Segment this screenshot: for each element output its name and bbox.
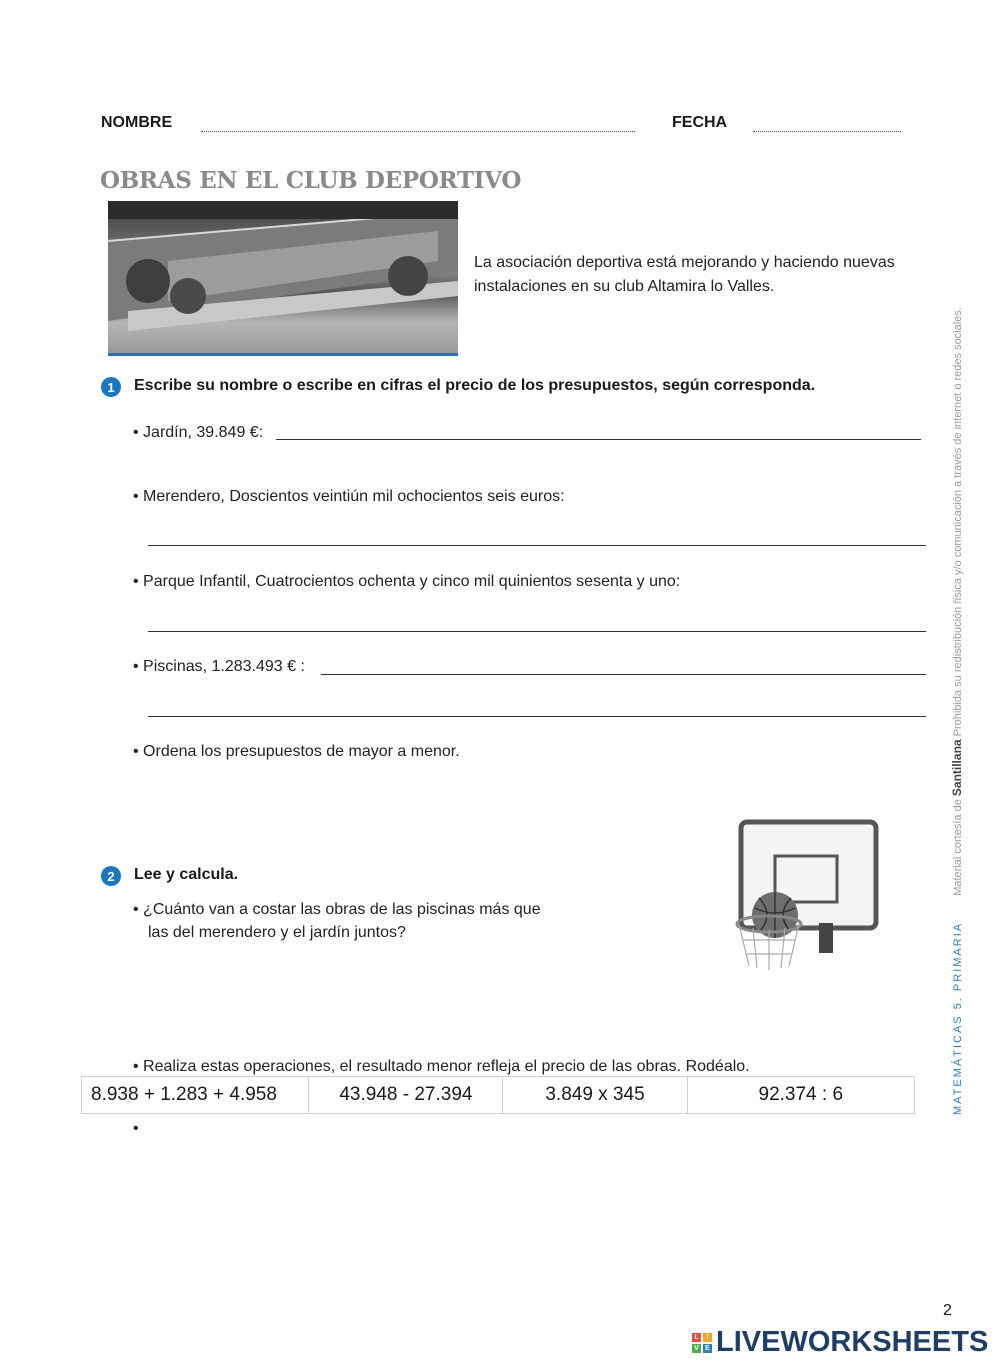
answer-line-jardin[interactable]	[276, 439, 921, 440]
question-1-title: Escribe su nombre o escribe en cifras el precio de los presupuestos, según corresponda.	[134, 377, 816, 394]
answer-line-merendero[interactable]	[148, 545, 926, 546]
operation-cell-division[interactable]: 92.374 : 6	[687, 1077, 914, 1114]
liveworksheets-logo[interactable]	[692, 1326, 988, 1359]
basketball-hoop-icon	[733, 818, 883, 973]
answer-line-piscinas-2[interactable]	[148, 716, 926, 717]
name-field[interactable]	[201, 131, 635, 132]
name-label: NOMBRE	[101, 114, 173, 131]
answer-line-piscinas-1[interactable]	[321, 674, 926, 675]
side-vertical-text	[950, 307, 964, 1115]
intro-line-2: instalaciones en su club Altamira lo Valles.	[474, 278, 775, 295]
page-title: OBRAS EN EL CLUB DEPORTIVO	[100, 167, 522, 194]
date-field[interactable]	[753, 131, 901, 132]
q1-item-parque: • Parque Infantil, Cuatrocientos ochenta y cinco mil quinientos sesenta y uno:	[133, 573, 681, 590]
question-2-badge: 2	[101, 866, 121, 886]
question-2-title: Lee y calcula.	[134, 866, 239, 883]
q2-question-line-1: • ¿Cuánto van a costar las obras de las piscinas más que	[133, 901, 541, 918]
operations-row	[82, 1077, 915, 1114]
operation-cell-sum[interactable]: 8.938 + 1.283 + 4.958	[82, 1077, 309, 1114]
q1-item-jardin: • Jardín, 39.849 €:	[133, 424, 264, 441]
operation-cell-multiplication[interactable]: 3.849 x 345	[503, 1077, 687, 1114]
intro-line-1: La asociación deportiva está mejorando y haciendo nuevas	[474, 254, 895, 271]
page-number: 2	[943, 1302, 952, 1319]
logo-text: LIVEWORKSHEETS	[716, 1326, 989, 1358]
date-label: FECHA	[672, 114, 728, 131]
q1-item-piscinas: • Piscinas, 1.283.493 € :	[133, 658, 305, 675]
extra-bullet: •	[133, 1120, 139, 1137]
operations-table	[81, 1076, 915, 1114]
question-1-badge: 1	[101, 377, 121, 397]
club-photo-illustration	[108, 201, 458, 353]
q1-item-ordena: • Ordena los presupuestos de mayor a menor.	[133, 743, 460, 760]
q2-operations-prompt: • Realiza estas operaciones, el resultado menor refleja el precio de las obras. Rodéalo.	[133, 1058, 750, 1075]
notice-prefix: Material cortesía de	[952, 799, 964, 896]
notice-suffix: Prohibida su redistribución física y/o comunicación a través de internet o redes sociales.	[952, 307, 964, 737]
series-label: MATEMÁTICAS 5. PRIMARIA	[952, 921, 964, 1115]
q2-question-line-2: las del merendero y el jardín juntos?	[148, 924, 406, 941]
operation-cell-subtraction[interactable]: 43.948 - 27.394	[309, 1077, 503, 1114]
logo-mark-icon: L I V E	[692, 1333, 712, 1353]
club-photo	[108, 201, 458, 356]
q1-item-merendero: • Merendero, Doscientos veintiún mil ochocientos seis euros:	[133, 488, 565, 505]
brand-name: Santillana	[950, 739, 964, 797]
answer-line-parque[interactable]	[148, 631, 926, 632]
